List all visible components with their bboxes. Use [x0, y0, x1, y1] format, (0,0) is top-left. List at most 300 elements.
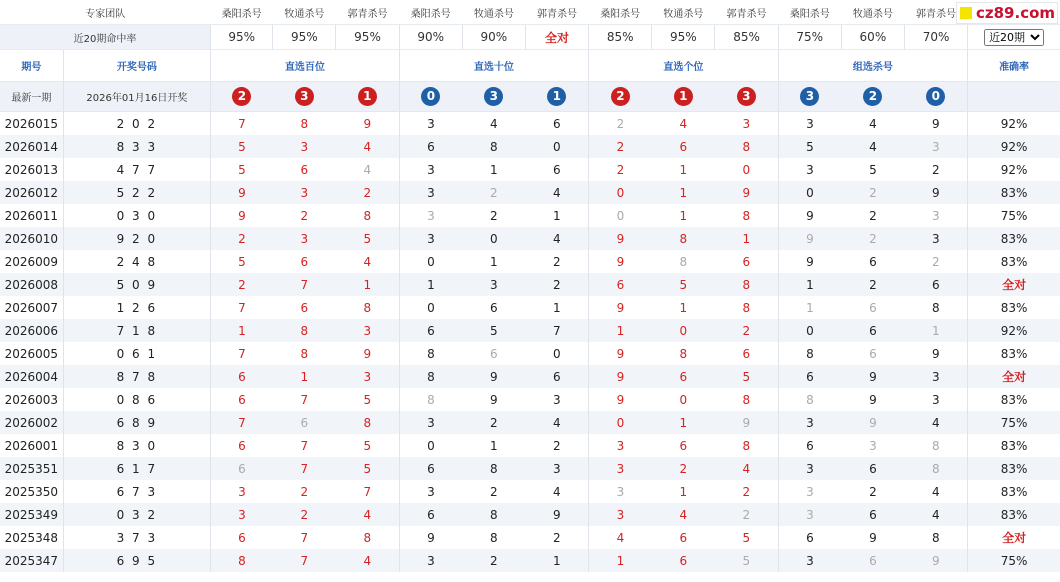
kill-number-cell: 9: [904, 181, 967, 204]
table-row: [0, 319, 1060, 342]
kill-number-cell: 8: [742, 438, 751, 453]
kill-number-cell: 9: [778, 227, 841, 250]
accuracy-cell: 92%: [968, 158, 1060, 181]
kill-number-cell: 1: [589, 319, 652, 342]
kill-number-cell: 8: [742, 300, 751, 315]
kill-number-cell: 4: [525, 411, 588, 434]
kill-number-cell: 1: [652, 181, 715, 204]
draw-cell: 8 7 8: [63, 365, 210, 388]
draw-cell: 8 3 3: [63, 135, 210, 158]
kill-number-cell: 9: [778, 250, 841, 273]
hit-rate: 95%: [336, 25, 399, 50]
kill-number-cell: 0: [652, 319, 715, 342]
expert-name: 郭青杀号: [525, 0, 588, 25]
latest-ball-cell: [336, 82, 399, 112]
kill-number-cell: 1: [715, 227, 778, 250]
accuracy-cell: 83%: [968, 250, 1060, 273]
kill-number-cell: 6: [273, 411, 336, 434]
draw-cell: 6 1 7: [63, 457, 210, 480]
accuracy-cell: 75%: [968, 411, 1060, 434]
accuracy-cell: 83%: [968, 388, 1060, 411]
table-row: [0, 388, 1060, 411]
kill-number-cell: 9: [399, 526, 462, 549]
hit-rate: 95%: [273, 25, 336, 50]
table-row: [0, 365, 1060, 388]
red-ball: 2: [611, 87, 630, 106]
kill-number-cell: 8: [336, 411, 399, 434]
col-period: 期号: [0, 50, 63, 82]
kill-number-cell: 6: [778, 365, 841, 388]
draw-cell: 6 9 5: [63, 549, 210, 572]
kill-number-cell: 2: [715, 503, 778, 526]
kill-number-cell: 4: [525, 227, 588, 250]
blue-ball: 0: [421, 87, 440, 106]
kill-number-cell: 9: [589, 365, 652, 388]
kill-number-cell: 2: [462, 549, 525, 572]
kill-number-cell: 5: [869, 162, 877, 177]
period-cell: 2026005: [4, 346, 59, 361]
kill-number-cell: 6: [869, 300, 877, 315]
period-cell: 2026008: [0, 273, 63, 296]
period-cell: 2026010: [0, 227, 63, 250]
accuracy-cell: 全对: [968, 365, 1060, 388]
kill-number-cell: 9: [778, 204, 841, 227]
draw-cell: 2 0 2: [63, 112, 210, 136]
draw-cell: 4 7 7: [63, 158, 210, 181]
kill-number-cell: 8: [490, 530, 498, 545]
accuracy-cell: 83%: [968, 457, 1060, 480]
period-select-cell: [968, 25, 1060, 50]
latest-ball-cell: [462, 82, 525, 112]
period-cell: 2026012: [0, 181, 63, 204]
kill-number-cell: 3: [211, 480, 273, 503]
kill-number-cell: 9: [841, 411, 904, 434]
kill-number-cell: 0: [399, 296, 462, 319]
kill-number-cell: 5: [336, 457, 399, 480]
kill-number-cell: 3: [778, 411, 841, 434]
period-cell: 2026006: [0, 319, 63, 342]
blue-ball: 3: [484, 87, 503, 106]
blue-ball: 3: [800, 87, 819, 106]
table-row: [0, 503, 1060, 526]
kill-number-cell: 2: [462, 411, 525, 434]
kill-number-cell: 6: [552, 162, 561, 177]
kill-number-cell: 3: [399, 112, 462, 136]
kill-number-cell: 4: [841, 135, 904, 158]
hit-rate-full: 全对: [525, 25, 588, 50]
kill-number-cell: 3: [904, 227, 967, 250]
expert-row: [0, 0, 1060, 25]
period-cell: 2026014: [0, 135, 63, 158]
col-accuracy: 准确率: [968, 50, 1060, 82]
kill-number-cell: 2: [211, 273, 273, 296]
kill-number-cell: 8: [679, 254, 688, 269]
kill-number-cell: 5: [363, 392, 372, 407]
blue-ball: 1: [547, 87, 566, 106]
kill-number-cell: 7: [300, 392, 309, 407]
kill-number-cell: 6: [742, 254, 751, 269]
kill-number-cell: 1: [652, 411, 715, 434]
kill-number-cell: 4: [931, 484, 940, 499]
period-cell: 2025349: [0, 503, 63, 526]
kill-number-cell: 7: [300, 438, 309, 453]
kill-number-cell: 3: [273, 181, 336, 204]
table-row: [0, 526, 1060, 549]
kill-number-cell: 4: [589, 526, 652, 549]
hit-rate: 90%: [462, 25, 525, 50]
hit-rate: 75%: [778, 25, 841, 50]
period-cell: 2025351: [0, 457, 63, 480]
kill-number-cell: 4: [904, 503, 967, 526]
accuracy-cell: 83%: [968, 434, 1060, 457]
draw-cell: 5 2 2: [63, 181, 210, 204]
kill-number-cell: 1: [336, 273, 399, 296]
draw-cell: 0 3 2: [63, 503, 210, 526]
kill-number-cell: 9: [490, 392, 498, 407]
kill-number-cell: 6: [869, 346, 877, 361]
period-cell: 2026004: [0, 365, 63, 388]
kill-number-cell: 2: [273, 503, 336, 526]
period-cell: 2026002: [0, 411, 63, 434]
kill-number-cell: 6: [399, 503, 462, 526]
latest-row: [0, 82, 1060, 112]
kill-number-cell: 3: [273, 135, 336, 158]
kill-number-cell: 4: [904, 411, 967, 434]
kill-number-cell: 8: [778, 388, 841, 411]
kill-number-cell: 0: [742, 162, 751, 177]
accuracy-cell: 75%: [968, 204, 1060, 227]
kill-number-cell: 2: [300, 484, 309, 499]
kill-number-cell: 8: [742, 208, 751, 223]
kill-number-cell: 5: [211, 250, 273, 273]
kill-number-cell: 3: [589, 434, 652, 457]
accuracy-cell: 全对: [968, 273, 1060, 296]
kill-number-cell: 9: [462, 365, 525, 388]
kill-number-cell: 1: [778, 296, 841, 319]
kill-number-cell: 8: [778, 342, 841, 365]
draw-cell: 2 4 8: [63, 250, 210, 273]
red-ball: 2: [232, 87, 251, 106]
kill-number-cell: 3: [462, 273, 525, 296]
kill-number-cell: 2: [841, 181, 904, 204]
hit-rate-row: [0, 25, 1060, 50]
kill-number-cell: 2: [589, 112, 652, 136]
kill-number-cell: 8: [399, 342, 462, 365]
latest-ball-cell: [211, 82, 273, 112]
latest-accuracy-cell: [968, 82, 1060, 112]
kill-number-cell: 7: [211, 112, 273, 136]
kill-number-cell: 1: [525, 549, 588, 572]
kill-number-cell: 3: [778, 112, 841, 136]
table-row: [0, 434, 1060, 457]
kill-number-cell: 8: [300, 346, 309, 361]
blue-ball: 2: [863, 87, 882, 106]
kill-number-cell: 2: [869, 208, 877, 223]
hit-rate: 85%: [589, 25, 652, 50]
kill-number-cell: 9: [589, 296, 652, 319]
kill-number-cell: 4: [715, 457, 778, 480]
period-cell: 2025350: [4, 484, 59, 499]
kill-number-cell: 3: [399, 204, 462, 227]
kill-number-cell: 8: [904, 457, 967, 480]
kill-number-cell: 6: [211, 365, 273, 388]
latest-ball-cell: [841, 82, 904, 112]
period-cell: 2026009: [4, 254, 59, 269]
expert-name: 桑阳杀号: [211, 0, 273, 25]
kill-number-cell: 2: [300, 208, 309, 223]
accuracy-cell: 83%: [968, 227, 1060, 250]
kill-number-cell: 8: [399, 365, 462, 388]
expert-name: 桑阳杀号: [778, 0, 841, 25]
draw-cell: 0 3 0: [63, 204, 210, 227]
hit-rate: 70%: [904, 25, 967, 50]
kill-number-cell: 3: [399, 158, 462, 181]
kill-number-cell: 4: [490, 116, 498, 131]
kill-number-cell: 7: [211, 296, 273, 319]
kill-number-cell: 6: [490, 300, 498, 315]
hit-rate: 90%: [399, 25, 462, 50]
kill-number-cell: 1: [552, 208, 561, 223]
kill-number-cell: 3: [399, 181, 462, 204]
latest-ball-cell: [904, 82, 967, 112]
kill-number-cell: 1: [552, 300, 561, 315]
kill-number-cell: 2: [490, 484, 498, 499]
blue-ball: 0: [926, 87, 945, 106]
logo-text: cz89.com: [976, 4, 1056, 22]
draw-cell: 0 8 6: [63, 388, 210, 411]
kill-number-cell: 2: [589, 158, 652, 181]
column-header-row: [0, 50, 1060, 82]
kill-number-cell: 6: [679, 438, 688, 453]
kill-number-cell: 2: [715, 319, 778, 342]
kill-number-cell: 8: [462, 457, 525, 480]
col-group-units: 直选个位: [589, 50, 779, 82]
table-row: [0, 457, 1060, 480]
kill-number-cell: 0: [679, 392, 688, 407]
kill-number-cell: 9: [211, 181, 273, 204]
kill-number-cell: 6: [841, 549, 904, 572]
kill-number-cell: 6: [211, 434, 273, 457]
kill-number-cell: 0: [399, 250, 462, 273]
kill-number-cell: 0: [778, 181, 841, 204]
kill-number-cell: 3: [399, 411, 462, 434]
kill-number-cell: 9: [589, 227, 652, 250]
kill-number-cell: 2: [589, 135, 652, 158]
kill-number-cell: 6: [300, 162, 309, 177]
kill-number-cell: 8: [652, 227, 715, 250]
draw-cell: 8 3 0: [63, 434, 210, 457]
kill-number-cell: 8: [931, 530, 940, 545]
kill-number-cell: 7: [273, 549, 336, 572]
kill-number-cell: 6: [300, 254, 309, 269]
kill-number-cell: 4: [525, 181, 588, 204]
table-row: [0, 480, 1060, 503]
accuracy-cell: 83%: [968, 503, 1060, 526]
expert-name: 郭青杀号: [904, 0, 967, 25]
kill-number-cell: 9: [841, 365, 904, 388]
period-cell: 2025348: [4, 530, 59, 545]
kill-number-cell: 6: [589, 273, 652, 296]
period-cell: 2026011: [4, 208, 59, 223]
kill-number-cell: 4: [869, 116, 877, 131]
kill-number-cell: 4: [363, 162, 372, 177]
kill-number-cell: 3: [589, 503, 652, 526]
kill-number-cell: 5: [715, 365, 778, 388]
kill-number-cell: 6: [778, 526, 841, 549]
kill-number-cell: 6: [841, 457, 904, 480]
kill-number-cell: 3: [399, 480, 462, 503]
accuracy-cell: 92%: [968, 319, 1060, 342]
period-cell: 2025347: [0, 549, 63, 572]
kill-number-cell: 9: [931, 346, 940, 361]
expert-name: 郭青杀号: [336, 0, 399, 25]
kill-number-cell: 0: [399, 434, 462, 457]
kill-number-cell: 3: [399, 549, 462, 572]
kill-number-cell: 1: [904, 319, 967, 342]
kill-number-cell: 3: [399, 227, 462, 250]
kill-number-cell: 6: [841, 319, 904, 342]
expert-name: 牧通杀号: [652, 0, 715, 25]
kill-number-cell: 3: [552, 392, 561, 407]
kill-number-cell: 1: [679, 484, 688, 499]
red-ball: 3: [295, 87, 314, 106]
kill-number-cell: 5: [336, 227, 399, 250]
expert-name: 牧通杀号: [462, 0, 525, 25]
expert-name: 郭青杀号: [715, 0, 778, 25]
latest-ball-cell: [652, 82, 715, 112]
period-select[interactable]: [984, 29, 1044, 46]
kill-number-cell: 2: [931, 162, 940, 177]
hit-rate-label: 近20期命中率: [0, 25, 211, 50]
draw-cell: 1 2 6: [63, 296, 210, 319]
kill-number-cell: 1: [490, 254, 498, 269]
accuracy-cell: 83%: [968, 296, 1060, 319]
kill-number-cell: 9: [211, 204, 273, 227]
hit-rate: 95%: [652, 25, 715, 50]
kill-number-cell: 0: [589, 204, 652, 227]
kill-number-cell: 1: [589, 549, 652, 572]
draw-cell: 7 1 8: [63, 319, 210, 342]
kill-number-cell: 6: [869, 254, 877, 269]
kill-number-cell: 7: [211, 342, 273, 365]
kill-number-cell: 5: [211, 135, 273, 158]
hit-rate: 95%: [211, 25, 273, 50]
kill-number-cell: 3: [869, 438, 877, 453]
kill-number-cell: 4: [363, 254, 372, 269]
logo: [956, 2, 1058, 24]
latest-ball-cell: [589, 82, 652, 112]
kill-number-cell: 3: [778, 549, 841, 572]
accuracy-cell: 83%: [968, 480, 1060, 503]
kill-number-cell: 9: [363, 116, 372, 131]
kill-number-cell: 2: [552, 254, 561, 269]
latest-ball-cell: [273, 82, 336, 112]
expert-name: 牧通杀号: [841, 0, 904, 25]
kill-number-cell: 1: [490, 438, 498, 453]
kill-number-cell: 3: [778, 158, 841, 181]
kill-number-cell: 9: [363, 346, 372, 361]
red-ball: 3: [737, 87, 756, 106]
kill-number-cell: 6: [399, 457, 462, 480]
kill-number-cell: 6: [211, 388, 273, 411]
latest-ball-cell: [715, 82, 778, 112]
kill-number-cell: 2: [841, 273, 904, 296]
period-cell: 2026001: [4, 438, 59, 453]
kill-number-cell: 3: [778, 480, 841, 503]
kill-number-cell: 4: [552, 484, 561, 499]
kill-number-cell: 1: [679, 162, 688, 177]
kill-number-cell: 0: [462, 227, 525, 250]
kill-number-cell: 7: [273, 457, 336, 480]
accuracy-cell: 92%: [968, 135, 1060, 158]
kill-number-cell: 2: [841, 227, 904, 250]
kill-number-cell: 9: [525, 503, 588, 526]
table-row: [0, 181, 1060, 204]
kill-number-cell: 8: [273, 319, 336, 342]
kill-number-cell: 5: [462, 319, 525, 342]
table-row: [0, 158, 1060, 181]
kill-number-cell: 9: [869, 392, 877, 407]
kill-number-cell: 9: [715, 181, 778, 204]
table-row: [0, 296, 1060, 319]
kill-number-cell: 8: [931, 438, 940, 453]
kill-number-cell: 8: [363, 300, 372, 315]
kill-number-cell: 3: [778, 457, 841, 480]
kill-number-cell: 6: [652, 549, 715, 572]
latest-label: 最新一期: [0, 82, 63, 112]
kill-number-cell: 3: [525, 457, 588, 480]
kill-number-cell: 3: [904, 365, 967, 388]
kill-number-cell: 1: [679, 300, 688, 315]
kill-number-cell: 5: [652, 273, 715, 296]
kill-number-cell: 8: [399, 388, 462, 411]
kill-number-cell: 6: [399, 319, 462, 342]
kill-number-cell: 1: [490, 162, 498, 177]
kill-number-cell: 9: [589, 250, 652, 273]
kill-number-cell: 3: [931, 208, 940, 223]
kill-number-cell: 3: [336, 319, 399, 342]
expert-label: 专家团队: [0, 0, 211, 25]
kill-number-cell: 8: [363, 530, 372, 545]
kill-number-cell: 2: [742, 484, 751, 499]
kill-number-cell: 3: [778, 503, 841, 526]
kill-number-cell: 8: [363, 208, 372, 223]
col-group-combo: 组选杀号: [778, 50, 968, 82]
kill-number-cell: 6: [399, 135, 462, 158]
draw-cell: 0 6 1: [63, 342, 210, 365]
col-draw: 开奖号码: [63, 50, 210, 82]
kill-number-cell: 1: [679, 208, 688, 223]
table-row: [0, 273, 1060, 296]
accuracy-cell: 75%: [968, 549, 1060, 572]
kill-number-cell: 1: [778, 273, 841, 296]
draw-cell: 9 2 0: [63, 227, 210, 250]
logo-square-icon: [960, 7, 972, 19]
draw-cell: 5 0 9: [63, 273, 210, 296]
latest-ball-cell: [525, 82, 588, 112]
latest-draw-info: 2026年01月16日开奖: [63, 82, 210, 112]
kill-number-cell: 3: [273, 227, 336, 250]
kill-number-cell: 4: [336, 503, 399, 526]
expert-name: 桑阳杀号: [399, 0, 462, 25]
kill-number-cell: 0: [778, 319, 841, 342]
kill-number-cell: 8: [679, 346, 688, 361]
kill-number-cell: 6: [841, 503, 904, 526]
col-group-hundreds: 直选百位: [211, 50, 400, 82]
table-row: [0, 342, 1060, 365]
kill-number-cell: 9: [589, 342, 652, 365]
accuracy-cell: 全对: [968, 526, 1060, 549]
